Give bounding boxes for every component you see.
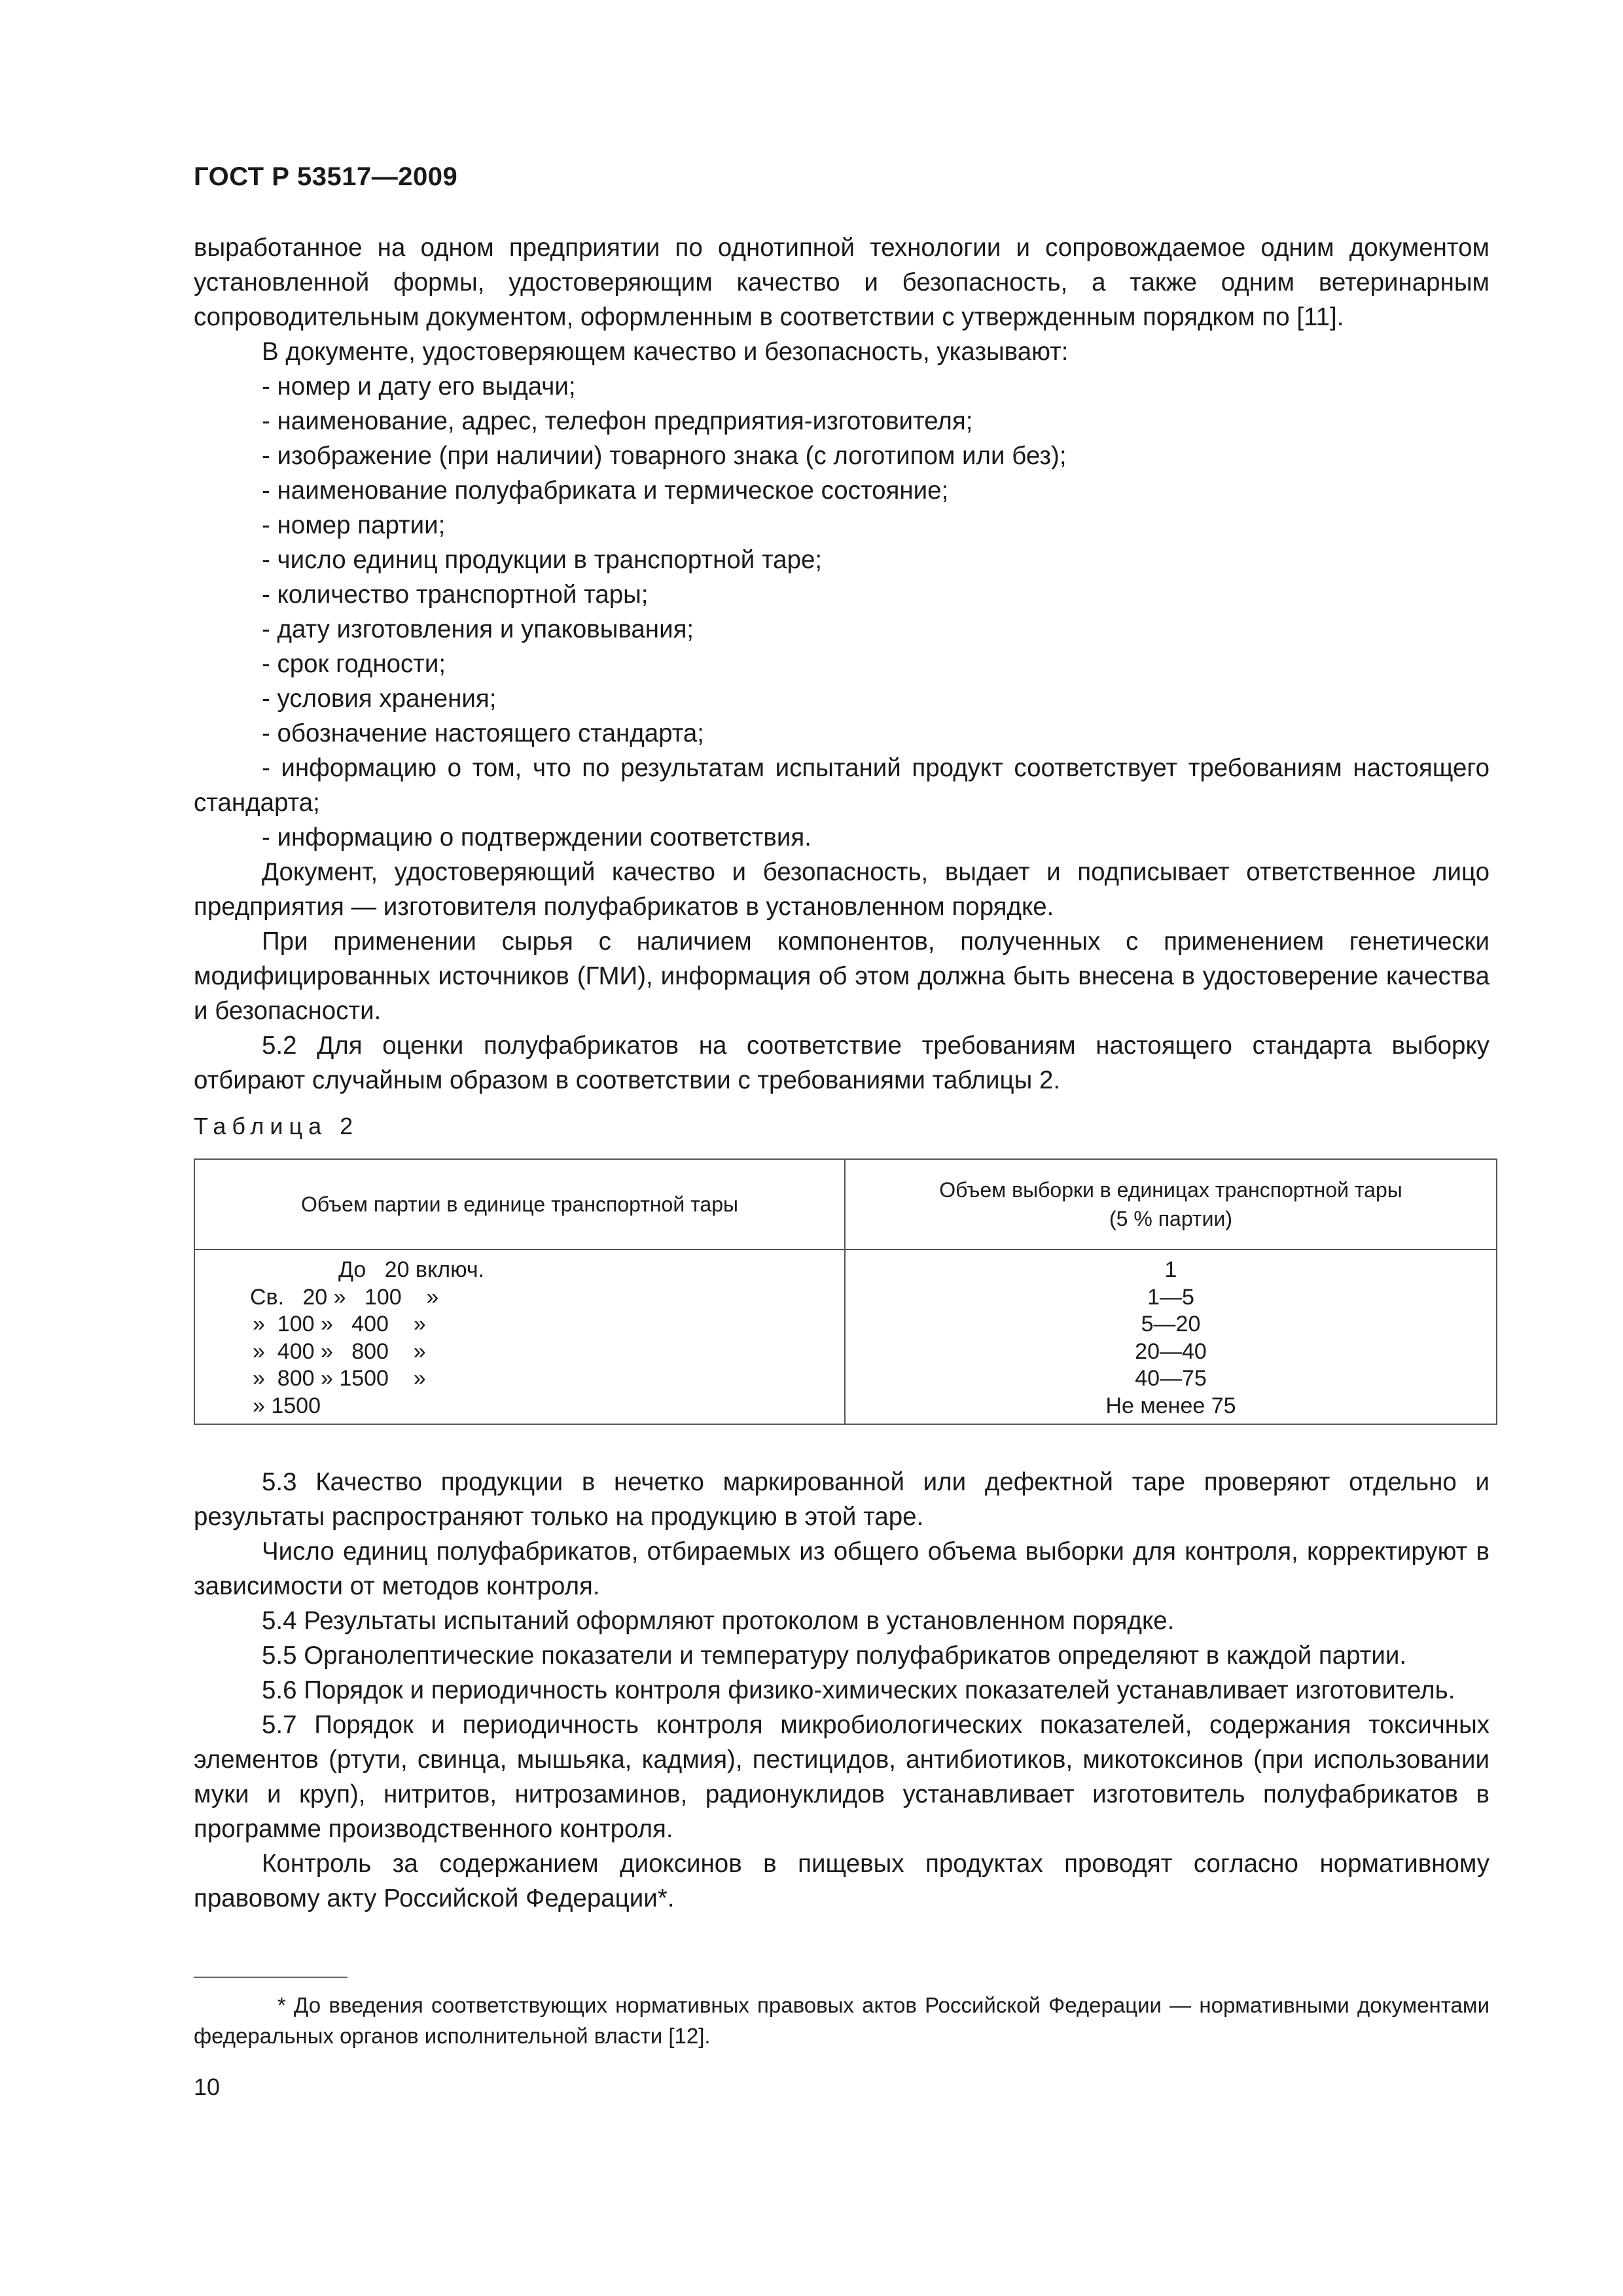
table-cell: 5—20 [1141, 1312, 1201, 1336]
list-item: - номер партии; [262, 511, 446, 539]
header-line: Объем выборки в единицах транспортной тары [939, 1178, 1402, 1202]
page-number: 10 [194, 2073, 221, 2100]
list-item: - информацию о том, что по результатам испытаний продукт соответствует требованиям настоящего стандарта; [194, 754, 1489, 817]
list-item: - обозначение настоящего стандарта; [262, 719, 705, 747]
table-cell: До 20 включ. [338, 1257, 484, 1282]
table-cell: » 1500 [253, 1393, 321, 1418]
body-section-bottom [194, 1465, 1489, 1916]
paragraph: Число единиц полуфабрикатов, отбираемых из общего объема выборки для контроля, корректируют в зависимости от методов контроля. [194, 1537, 1489, 1600]
list-item: - условия хранения; [262, 685, 497, 713]
list-item: - количество транспортной тары; [262, 581, 649, 609]
document-header: ГОСТ Р 53517—2009 [194, 162, 458, 191]
list-item: - дату изготовления и упаковывания; [262, 615, 694, 643]
paragraph: 5.6 Порядок и периодичность контроля физико-химических показателей устанавливает изготовитель. [262, 1676, 1455, 1704]
table-cell: » 100 » 400 » [253, 1312, 426, 1336]
list-item: - число единиц продукции в транспортной таре; [262, 546, 823, 574]
sample-volume-column [845, 1249, 1497, 1424]
sample-size-table [194, 1158, 1497, 1425]
paragraph: 5.2 Для оценки полуфабрикатов на соответствие требованиям настоящего стандарта выборку отбирают случайным образом в соответствии с требованиями таблицы 2. [194, 1031, 1489, 1094]
paragraph: В документе, удостоверяющем качество и безопасность, указывают: [262, 338, 1069, 366]
table-header-sample-volume [845, 1159, 1497, 1249]
paragraph: При применении сырья с наличием компонентов, полученных с применением генетически модифицированных источников (ГМИ), информация об этом должна быть внесена в удостоверение качества и безопасности. [194, 927, 1489, 1025]
paragraph: Документ, удостоверяющий качество и безопасность, выдает и подписывает ответственное лицо предприятия — изготовителя полуфабрикатов в установленном порядке. [194, 858, 1489, 921]
lot-volume-column [194, 1249, 845, 1424]
paragraph: 5.5 Органолептические показатели и температуру полуфабрикатов определяют в каждой партии. [262, 1641, 1407, 1670]
table-cell: » 400 » 800 » [253, 1338, 426, 1364]
header-line: (5 % партии) [1109, 1207, 1232, 1230]
list-item: - номер и дату его выдачи; [262, 372, 576, 401]
table-cell: 1—5 [1147, 1284, 1194, 1310]
table-caption: Таблица 2 [194, 1113, 359, 1139]
list-item: - наименование, адрес, телефон предприятия-изготовителя; [262, 407, 973, 435]
table-cell: Не менее 75 [1105, 1393, 1236, 1418]
list-item: - срок годности; [262, 650, 446, 678]
table-cell: 1 [1164, 1257, 1177, 1282]
table-cell: 40—75 [1135, 1366, 1207, 1391]
paragraph: 5.7 Порядок и периодичность контроля микробиологических показателей, содержания токсичных элементов (ртути, свинца, мышьяка, кадмия), пестицидов, антибиотиков, микотоксинов (при использовании муки и круп), нитритов, нитрозаминов, радионуклидов устанавливает изготовитель полуфабрикатов в программе производственного контроля. [194, 1711, 1489, 1843]
table-header-lot-volume: Объем партии в единице транспортной тары [194, 1159, 845, 1249]
paragraph: 5.3 Качество продукции в нечетко маркированной или дефектной таре проверяют отдельно и результаты распространяют только на продукцию в этой таре. [194, 1468, 1489, 1531]
table-cell: » 800 » 1500 » [253, 1366, 426, 1391]
paragraph: Контроль за содержанием диоксинов в пищевых продуктах проводят согласно нормативному правовому акту Российской Федерации*. [194, 1850, 1489, 1912]
list-item: - наименование полуфабриката и термическое состояние; [262, 476, 949, 505]
footnote-divider [194, 1977, 348, 1978]
table-cell: Св. 20 » 100 » [250, 1284, 439, 1310]
table-cell: 20—40 [1135, 1338, 1207, 1364]
list-item: - изображение (при наличии) товарного знака (с логотипом или без); [262, 442, 1067, 470]
footnote: * До введения соответствующих нормативных правовых актов Российской Федерации — нормативными документами федеральных органов исполнительной власти [12]. [194, 1993, 1489, 2048]
list-item: - информацию о подтверждении соответствия. [262, 823, 812, 852]
paragraph: 5.4 Результаты испытаний оформляют протоколом в установленном порядке. [262, 1607, 1175, 1635]
paragraph: выработанное на одном предприятии по однотипной технологии и сопровождаемое одним документом установленной формы, удостоверяющим качество и безопасность, а также одним ветеринарным сопроводительным документом, оформленным в соответствии с утвержденным порядком по [11]. [194, 234, 1489, 331]
body-section-top [194, 230, 1489, 1098]
